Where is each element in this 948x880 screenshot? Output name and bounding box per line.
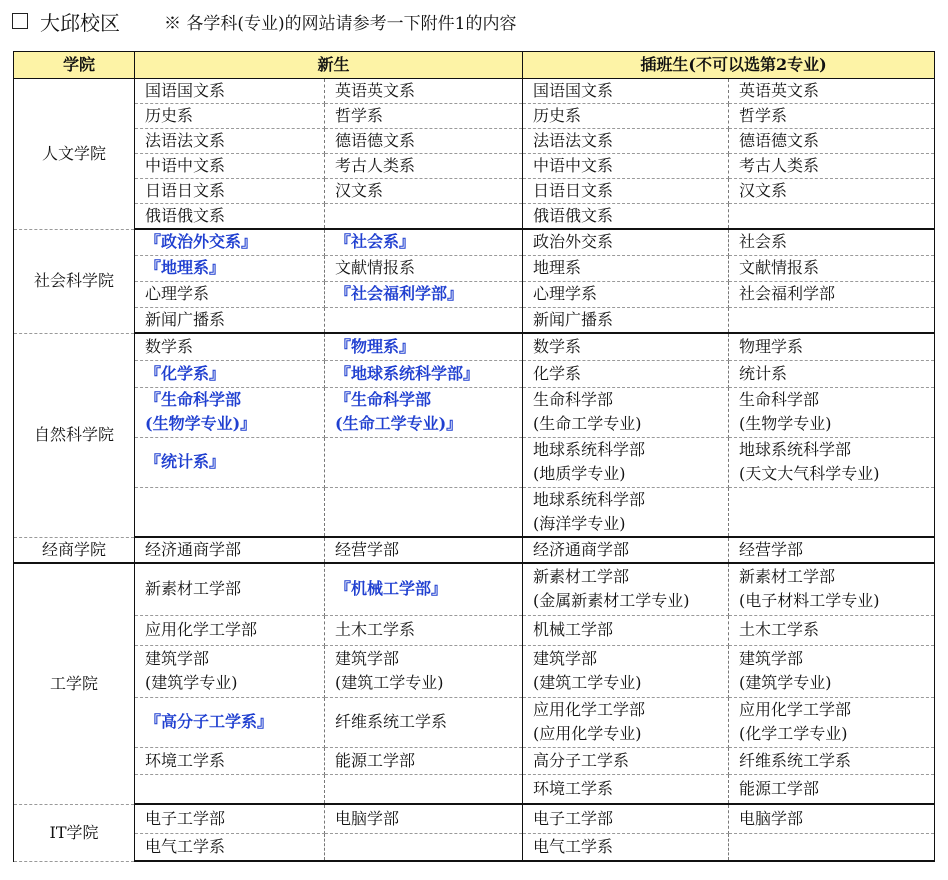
transfer-major: 经济通商学部 [523,537,729,563]
major-specialty: (建筑学专业) [145,673,238,692]
table-header-row [14,52,935,79]
table-row [14,747,935,774]
freshman-major-highlight: 『政治外交系』 [135,229,325,255]
major-specialty: (生命工学专业) [533,414,642,433]
transfer-major [729,307,935,333]
freshman-major-highlight [325,387,523,437]
major-name: 地球系统科学部 [533,440,646,459]
table-row [14,307,935,333]
table-row [14,437,935,487]
transfer-major: 地理系 [523,255,729,281]
freshman-major [325,645,523,697]
freshman-major [325,774,523,804]
transfer-major [523,697,729,747]
transfer-major: 电气工学系 [523,833,729,861]
freshman-major: 心理学系 [135,281,325,307]
major-name: 建筑学部 [145,649,210,668]
major-name: 『生命科学部 [335,390,432,409]
table-row [14,154,935,179]
table-row [14,229,935,255]
major-name: 生命科学部 [739,390,820,409]
majors-table [13,51,935,862]
freshman-major-highlight: 『社会福利学部』 [325,281,523,307]
table-row [14,645,935,697]
table-row [14,360,935,387]
transfer-major [523,387,729,437]
transfer-major: 国语国文系 [523,79,729,104]
transfer-major: 日语日文系 [523,179,729,204]
transfer-major: 政治外交系 [523,229,729,255]
college-cell: 工学院 [14,563,135,804]
major-specialty: (建筑工学专业) [533,673,642,692]
major-specialty: (电子材料工学专业) [739,591,880,611]
transfer-major: 纤维系统工学系 [729,747,935,774]
table-row [14,833,935,861]
table-row [14,563,935,615]
transfer-major: 中语中文系 [523,154,729,179]
major-specialty: (生命工学专业)』 [335,414,463,433]
freshman-major: 考古人类系 [325,154,523,179]
major-name: 『生命科学部 [145,390,242,409]
transfer-major [729,487,935,537]
transfer-major: 数学系 [523,333,729,360]
freshman-major: 经济通商学部 [135,537,325,563]
freshman-major-highlight: 『统计系』 [135,437,325,487]
freshman-major [325,204,523,230]
transfer-major: 法语法文系 [523,129,729,154]
table-row [14,255,935,281]
transfer-major: 经营学部 [729,537,935,563]
major-specialty: (生物学专业)』 [145,414,257,433]
freshman-major: 电气工学系 [135,833,325,861]
header-freshman: 新生 [135,52,523,79]
freshman-major: 土木工学系 [325,615,523,645]
table-row [14,487,935,537]
freshman-major-highlight: 『机械工学部』 [325,563,523,615]
header-college: 学院 [14,52,135,79]
major-specialty: (化学工学专业) [739,724,848,743]
transfer-major [729,387,935,437]
transfer-major: 哲学系 [729,104,935,129]
college-cell: 经商学院 [14,537,135,563]
table-row [14,615,935,645]
transfer-major [523,563,729,615]
freshman-major-highlight: 『化学系』 [135,360,325,387]
freshman-major-highlight: 『地理系』 [135,255,325,281]
title-row [12,6,516,36]
freshman-major: 俄语俄文系 [135,204,325,230]
major-specialty: (建筑学专业) [739,673,832,692]
table-row [14,79,935,104]
major-name: 建筑学部 [739,649,804,668]
transfer-major: 社会福利学部 [729,281,935,307]
transfer-major: 电子工学部 [523,804,729,833]
freshman-major: 历史系 [135,104,325,129]
major-name: 新素材工学部 [739,567,836,587]
freshman-major-highlight: 『地球系统科学部』 [325,360,523,387]
major-specialty: (天文大气科学专业) [739,464,880,483]
freshman-major: 电子工学部 [135,804,325,833]
freshman-major: 数学系 [135,333,325,360]
major-specialty: (应用化学专业) [533,724,642,743]
table-row [14,387,935,437]
transfer-major [729,437,935,487]
transfer-major [729,563,935,615]
freshman-major: 日语日文系 [135,179,325,204]
major-name: 地球系统科学部 [739,440,852,459]
transfer-major [729,645,935,697]
major-name: 应用化学工学部 [739,700,852,719]
transfer-major [523,645,729,697]
transfer-major: 新闻广播系 [523,307,729,333]
freshman-major [135,487,325,537]
major-name: 建筑学部 [335,649,400,668]
transfer-major: 汉文系 [729,179,935,204]
major-specialty: (建筑工学专业) [335,673,444,692]
table-row [14,179,935,204]
transfer-major: 英语英文系 [729,79,935,104]
transfer-major: 化学系 [523,360,729,387]
freshman-major: 电脑学部 [325,804,523,833]
freshman-major [325,833,523,861]
college-cell: IT学院 [14,804,135,861]
freshman-major: 法语法文系 [135,129,325,154]
freshman-major: 中语中文系 [135,154,325,179]
freshman-major: 文献情报系 [325,255,523,281]
transfer-major [729,204,935,230]
major-name: 应用化学工学部 [533,700,646,719]
major-name: 地球系统科学部 [533,489,646,509]
transfer-major [729,697,935,747]
freshman-major-highlight: 『高分子工学系』 [135,697,325,747]
transfer-major: 土木工学系 [729,615,935,645]
note-text: ※ 各学科(专业)的网站请参考一下附件1的内容 [164,13,517,34]
freshman-major: 应用化学工学部 [135,615,325,645]
transfer-major: 德语德文系 [729,129,935,154]
freshman-major-highlight: 『社会系』 [325,229,523,255]
transfer-major: 物理学系 [729,333,935,360]
freshman-major: 经营学部 [325,537,523,563]
transfer-major: 俄语俄文系 [523,204,729,230]
freshman-major: 纤维系统工学系 [325,697,523,747]
freshman-major [325,307,523,333]
table-row [14,204,935,230]
transfer-major: 心理学系 [523,281,729,307]
freshman-major [325,487,523,537]
table-row [14,129,935,154]
major-name: 生命科学部 [533,390,614,409]
transfer-major [523,487,729,537]
table-row [14,804,935,833]
freshman-major: 新闻广播系 [135,307,325,333]
table-row [14,537,935,563]
transfer-major: 统计系 [729,360,935,387]
freshman-major: 能源工学部 [325,747,523,774]
transfer-major: 能源工学部 [729,774,935,804]
major-specialty: (地质学专业) [533,464,626,483]
freshman-major: 哲学系 [325,104,523,129]
major-name: 建筑学部 [533,649,598,668]
transfer-major: 机械工学部 [523,615,729,645]
transfer-major [523,437,729,487]
major-name: 新素材工学部 [533,567,630,587]
freshman-major [325,437,523,487]
checkbox-icon[interactable] [12,13,28,29]
major-specialty: (生物学专业) [739,414,832,433]
freshman-major: 德语德文系 [325,129,523,154]
transfer-major: 环境工学系 [523,774,729,804]
transfer-major: 电脑学部 [729,804,935,833]
college-cell: 人文学院 [14,79,135,230]
transfer-major: 高分子工学系 [523,747,729,774]
transfer-major: 社会系 [729,229,935,255]
transfer-major: 考古人类系 [729,154,935,179]
header-transfer: 插班生(不可以选第2专业) [523,52,935,79]
table-row [14,333,935,360]
freshman-major: 汉文系 [325,179,523,204]
transfer-major [729,833,935,861]
freshman-major-highlight: 『物理系』 [325,333,523,360]
freshman-major: 环境工学系 [135,747,325,774]
table-row [14,281,935,307]
major-specialty: (海洋学专业) [533,513,626,533]
transfer-major: 文献情报系 [729,255,935,281]
freshman-major [135,774,325,804]
table-row [14,697,935,747]
college-cell: 社会科学院 [14,229,135,333]
transfer-major: 历史系 [523,104,729,129]
freshman-major: 英语英文系 [325,79,523,104]
campus-title: 大邱校区 [40,10,120,35]
college-cell: 自然科学院 [14,333,135,537]
freshman-major: 国语国文系 [135,79,325,104]
freshman-major: 新素材工学部 [135,563,325,615]
freshman-major-highlight [135,387,325,437]
freshman-major [135,645,325,697]
major-specialty: (金属新素材工学专业) [533,591,690,611]
table-row [14,774,935,804]
table-row [14,104,935,129]
